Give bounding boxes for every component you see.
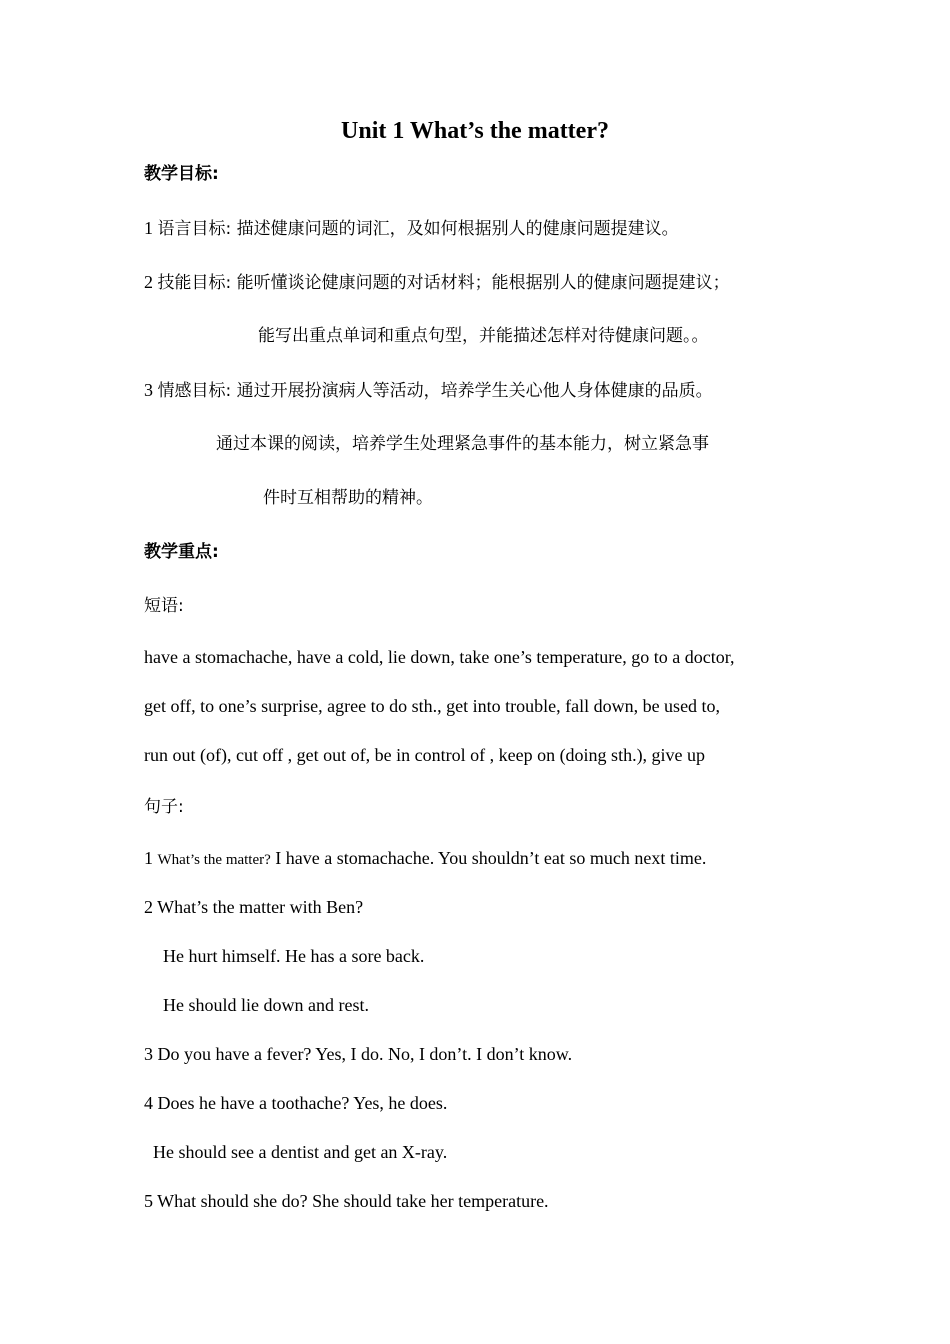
phrase-line: have a stomachache, have a cold, lie down, take one’s temperature, go to a doctor, — [144, 647, 735, 667]
skill-objective-text: 技能目标: 能听懂谈论健康问题的对话材料；能根据别人的健康问题提建议； — [157, 273, 730, 293]
key-points-heading: 教学重点: — [144, 542, 219, 562]
skill-objective-continued: 能写出重点单词和重点句型，并能描述怎样对待健康问题。。 — [258, 326, 709, 346]
sentence-1 — [144, 846, 706, 872]
sentence-question: What’s the matter? — [157, 852, 271, 868]
sentence-number: 1 — [144, 848, 153, 868]
phrases-label: 短语: — [144, 596, 184, 616]
sentence-2-advice: He should lie down and rest. — [163, 995, 369, 1015]
emotion-objective-continued: 通过本课的阅读，培养学生处理紧急事件的基本能力，树立紧急事 — [216, 434, 709, 454]
language-objective — [144, 216, 679, 241]
sentence-4-advice: He should see a dentist and get an X-ray. — [153, 1142, 448, 1162]
language-objective-text: 语言目标: 描述健康问题的词汇，及如何根据别人的健康问题提建议。 — [157, 219, 679, 239]
objectives-heading: 教学目标: — [144, 164, 219, 184]
objective-number: 2 — [144, 272, 153, 292]
document-title: Unit 1 What’s the matter? — [341, 118, 609, 144]
sentence-answer: I have a stomachache. You shouldn’t eat so much next time. — [275, 848, 707, 868]
skill-objective — [144, 270, 730, 295]
sentences-label: 句子: — [144, 797, 184, 817]
emotion-objective — [144, 378, 713, 403]
sentence-2-answer: He hurt himself. He has a sore back. — [163, 946, 425, 966]
sentence-3: 3 Do you have a fever? Yes, I do. No, I don’t. I don’t know. — [144, 1044, 573, 1064]
emotion-objective-text: 情感目标: 通过开展扮演病人等活动，培养学生关心他人身体健康的品质。 — [157, 381, 713, 401]
sentence-4: 4 Does he have a toothache? Yes, he does. — [144, 1093, 448, 1113]
emotion-objective-continued-2: 件时互相帮助的精神。 — [263, 488, 433, 508]
objective-number: 3 — [144, 380, 153, 400]
sentence-5: 5 What should she do? She should take her temperature. — [144, 1191, 549, 1211]
objective-number: 1 — [144, 218, 153, 238]
phrase-line: get off, to one’s surprise, agree to do sth., get into trouble, fall down, be used to, — [144, 696, 721, 716]
phrase-line: run out (of), cut off , get out of, be in control of , keep on (doing sth.), give up — [144, 745, 706, 765]
sentence-2: 2 What’s the matter with Ben? — [144, 897, 364, 917]
